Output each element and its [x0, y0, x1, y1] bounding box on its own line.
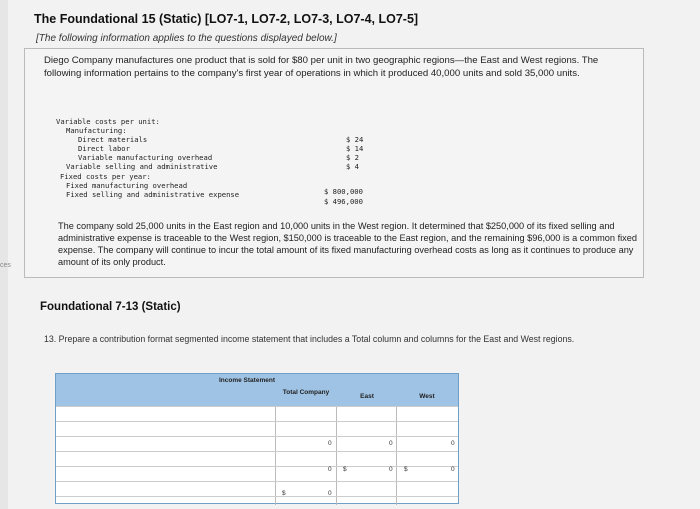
total-cell[interactable]: 0 — [328, 440, 332, 447]
statement-title: Income Statement — [219, 377, 275, 384]
fixed-mfg-overhead-label: Fixed manufacturing overhead — [66, 181, 188, 190]
total-cell[interactable]: 0 — [328, 490, 332, 497]
var-mfg-overhead-label: Variable manufacturing overhead — [78, 153, 213, 162]
total-dollar-sign: $ — [282, 490, 286, 497]
fixed-selling-admin-value: $ 496,000 — [324, 197, 363, 206]
income-statement-table — [55, 373, 459, 504]
col-east: East — [360, 393, 374, 400]
sidebar-label: ces — [0, 262, 11, 269]
fixed-selling-admin-label: Fixed selling and administrative expense — [66, 190, 240, 199]
fixed-heading: Fixed costs per year: — [60, 172, 151, 181]
west-cell[interactable]: 0 — [451, 466, 455, 473]
row-line — [56, 496, 458, 497]
row-line — [56, 421, 458, 422]
var-selling-admin-label: Variable selling and administrative — [66, 162, 218, 171]
page-subtitle: [The following information applies to the questions displayed below.] — [36, 33, 337, 44]
page-title: The Foundational 15 (Static) [LO7-1, LO7-2, LO7-3, LO7-4, LO7-5] — [34, 12, 419, 26]
row-line — [56, 436, 458, 437]
col-total-company: Total Company — [282, 389, 330, 396]
direct-labor-value: $ 14 — [346, 144, 364, 153]
direct-labor-label: Direct labor — [78, 144, 130, 153]
east-cell[interactable]: 0 — [389, 440, 393, 447]
question-text: 13. Prepare a contribution format segmented income statement that includes a Total column and columns for the East and West regions. — [44, 334, 575, 344]
col-west: West — [419, 393, 435, 400]
direct-materials-value: $ 24 — [346, 135, 364, 144]
var-mfg-overhead-value: $ 2 — [346, 153, 359, 162]
cost-heading: Variable costs per unit: — [56, 117, 160, 126]
fixed-mfg-overhead-value: $ 800,000 — [324, 187, 363, 196]
east-dollar-sign: $ — [343, 466, 347, 473]
row-line — [56, 451, 458, 452]
west-dollar-sign: $ — [404, 466, 408, 473]
manufacturing-label: Manufacturing: — [66, 126, 127, 135]
row-line — [56, 481, 458, 482]
row-line — [56, 406, 458, 407]
east-cell[interactable]: 0 — [389, 466, 393, 473]
direct-materials-label: Direct materials — [78, 135, 148, 144]
west-cell[interactable]: 0 — [451, 440, 455, 447]
left-edge-panel — [0, 0, 8, 509]
total-cell[interactable]: 0 — [328, 466, 332, 473]
row-line — [56, 466, 458, 467]
var-selling-admin-value: $ 4 — [346, 162, 359, 171]
section-title: Foundational 7-13 (Static) — [40, 301, 181, 313]
region-info-text: The company sold 25,000 units in the East region and 10,000 units in the West region. It determined that $250,000 of its fixed selling and administrative expense is traceable to the West region, $150,000 is traceable to the East region, and the remaining $96,000 is a common fixed expense. The company will continue to incur the total amount of its fixed manufacturing overhead costs as long as it continues to produce any amount of its only product. — [58, 221, 637, 267]
intro-text: Diego Company manufactures one product that is sold for $80 per unit in two geographic regions—the East and West regions. The following information pertains to the company's first year of operations in which it produced 40,000 units and sold 35,000 units. — [44, 55, 599, 79]
